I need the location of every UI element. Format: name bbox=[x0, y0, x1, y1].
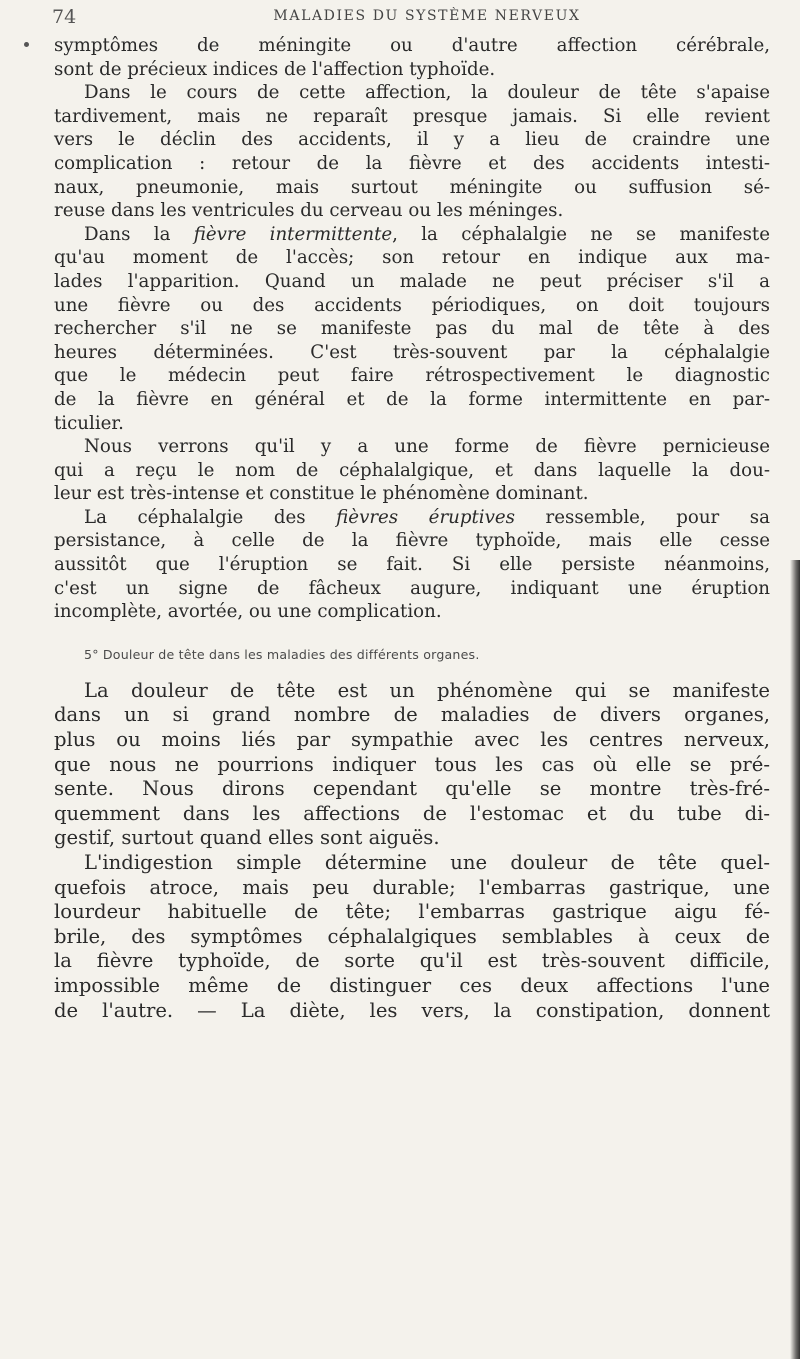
text-line: tardivement, mais ne reparaît presque jamais. Si elle revient bbox=[54, 105, 770, 127]
text-line: quefois atroce, mais peu durable; l'embarras gastrique, une bbox=[54, 875, 770, 899]
text-line bbox=[54, 223, 770, 247]
paragraph bbox=[54, 679, 770, 851]
text-line: sont de précieux indices de l'affection typhoïde. bbox=[54, 58, 496, 80]
text-run: ressemble, pour sa bbox=[515, 506, 770, 528]
text-line: rechercher s'il ne se manifeste pas du mal de tête à des bbox=[54, 318, 770, 340]
text-line: gestif, surtout quand elles sont aiguës. bbox=[54, 826, 440, 850]
page-number: 74 bbox=[52, 6, 77, 28]
text-line: que le médecin peut faire rétrospectivement le diagnostic bbox=[54, 365, 770, 387]
text-line bbox=[54, 506, 770, 530]
text-block-top bbox=[54, 34, 770, 624]
paragraph bbox=[54, 223, 770, 435]
italic-term: fièvre intermittente bbox=[193, 223, 393, 245]
text-line: La douleur de tête est un phénomène qui se manifeste bbox=[84, 678, 770, 702]
text-line: de l'autre. — La diète, les vers, la constipation, donnent bbox=[54, 998, 770, 1022]
text-line: complication : retour de la fièvre et des accidents intesti- bbox=[54, 152, 770, 174]
text-run: , la céphalalgie ne se manifeste bbox=[392, 223, 771, 245]
running-title: MALADIES DU SYSTÈME NERVEUX bbox=[273, 8, 581, 24]
text-line: leur est très-intense et constitue le phénomène dominant. bbox=[54, 483, 589, 505]
text-line: ticulier. bbox=[54, 412, 124, 434]
page-edge-shadow bbox=[790, 560, 800, 1359]
text-line: lourdeur habituelle de tête; l'embarras gastrique aigu fé- bbox=[54, 900, 770, 924]
text-line: dans un si grand nombre de maladies de divers organes, bbox=[54, 703, 770, 727]
text-line: que nous ne pourrions indiquer tous les cas où elle se pré- bbox=[54, 752, 770, 776]
text-line: plus ou moins liés par sympathie avec les centres nerveux, bbox=[54, 728, 770, 752]
text-line: Dans le cours de cette affection, la douleur de tête s'apaise bbox=[84, 82, 770, 104]
text-run: Dans la bbox=[84, 223, 194, 245]
text-line: la fièvre typhoïde, de sorte qu'il est très-souvent difficile, bbox=[54, 949, 770, 973]
text-line: qu'au moment de l'accès; son retour en indique aux ma- bbox=[54, 247, 770, 269]
text-line: quemment dans les affections de l'estomac et du tube di- bbox=[54, 801, 770, 825]
text-line: heures déterminées. C'est très-souvent par la céphalalgie bbox=[54, 341, 770, 363]
text-line: lades l'apparition. Quand un malade ne peut préciser s'il a bbox=[54, 270, 770, 292]
paragraph bbox=[54, 435, 770, 506]
page-header bbox=[52, 6, 772, 28]
text-line: Nous verrons qu'il y a une forme de fièvre pernicieuse bbox=[84, 436, 770, 458]
text-block-bottom bbox=[54, 679, 770, 1023]
section-heading: 5° Douleur de tête dans les maladies des différents organes. bbox=[84, 646, 480, 662]
paragraph bbox=[54, 506, 770, 624]
text-line: brile, des symptômes céphalalgiques semblables à ceux de bbox=[54, 924, 770, 948]
text-line: impossible même de distinguer ces deux affections l'une bbox=[54, 973, 770, 997]
text-line: persistance, à celle de la fièvre typhoïde, mais elle cesse bbox=[54, 530, 770, 552]
page-body bbox=[54, 34, 770, 1023]
paragraph bbox=[54, 34, 770, 81]
paragraph bbox=[54, 851, 770, 1023]
text-run: La céphalalgie des bbox=[84, 506, 337, 528]
text-line: qui a reçu le nom de céphalalgique, et dans laquelle la dou- bbox=[54, 459, 770, 481]
text-line: aussitôt que l'éruption se fait. Si elle persiste néanmoins, bbox=[54, 554, 770, 576]
text-line: naux, pneumonie, mais surtout méningite ou suffusion sé- bbox=[54, 176, 770, 198]
text-line: une fièvre ou des accidents périodiques, on doit toujours bbox=[54, 294, 770, 316]
text-line: c'est un signe de fâcheux augure, indiquant une éruption bbox=[54, 577, 770, 599]
text-line: vers le déclin des accidents, il y a lieu de craindre une bbox=[54, 129, 770, 151]
paragraph bbox=[54, 81, 770, 223]
text-line: reuse dans les ventricules du cerveau ou les méninges. bbox=[54, 200, 564, 222]
text-line: incomplète, avortée, ou une complication. bbox=[54, 601, 442, 623]
margin-mark bbox=[24, 42, 29, 47]
italic-term: fièvres éruptives bbox=[336, 506, 515, 528]
text-line: de la fièvre en général et de la forme intermittente en par- bbox=[54, 388, 770, 410]
text-line: L'indigestion simple détermine une douleur de tête quel- bbox=[84, 851, 770, 874]
text-line: symptômes de méningite ou d'autre affection cérébrale, bbox=[54, 35, 770, 56]
text-line: sente. Nous dirons cependant qu'elle se montre très-fré- bbox=[54, 777, 770, 801]
